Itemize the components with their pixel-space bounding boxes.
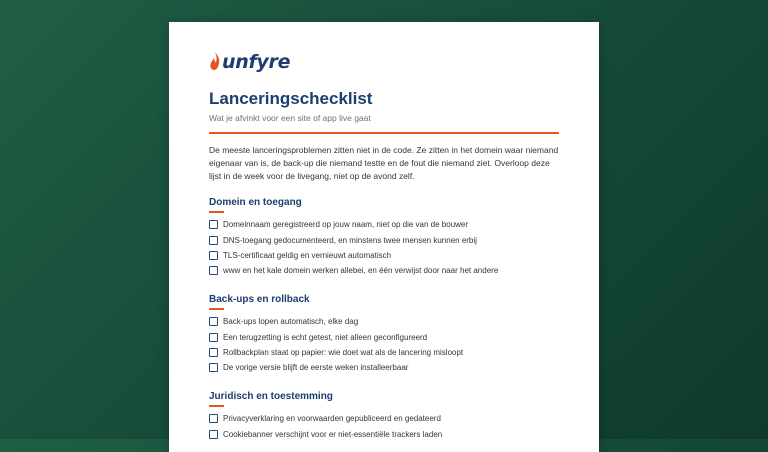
checkbox[interactable]: [209, 333, 218, 342]
brand-wordmark: unfyre: [222, 51, 291, 73]
intro-paragraph: De meeste lanceringsproblemen zitten niet in de code. Ze zitten in het domein waar niemand eigenaar van is, de back-up die niemand testte en de fout die niemand ziet. Overloop deze lijst in de week voor de livegang, niet op de avond zelf.: [209, 145, 559, 181]
checkbox[interactable]: [209, 266, 218, 275]
section-title-backups: Back-ups en rollback: [209, 294, 310, 305]
checklist-item-label: Privacyverklaring en voorwaarden gepubliceerd en gedateerd: [223, 414, 441, 423]
checklist-item[interactable]: [209, 414, 441, 423]
section-divider: [209, 308, 224, 310]
section-divider: [209, 211, 224, 213]
checkbox[interactable]: [209, 317, 218, 326]
page-title: Lanceringschecklist: [209, 89, 373, 108]
checklist-item[interactable]: [209, 348, 463, 357]
checkbox[interactable]: [209, 414, 218, 423]
checklist-item-label: Back-ups lopen automatisch, elke dag: [223, 317, 359, 326]
checklist-item[interactable]: [209, 266, 498, 275]
section-divider: [209, 405, 224, 407]
checklist-item-label: Domeinnaam geregistreerd op jouw naam, niet op die van de bouwer: [223, 220, 469, 229]
checklist-item[interactable]: [209, 251, 391, 260]
title-divider: [209, 132, 559, 134]
checkbox[interactable]: [209, 363, 218, 372]
checklist-item-label: Rollbackplan staat op papier: wie doet wat als de lancering misloopt: [223, 348, 464, 357]
page-subtitle: Wat je afvinkt voor een site of app live gaat: [209, 113, 371, 123]
section-title-juridisch: Juridisch en toestemming: [209, 391, 333, 402]
checklist-item[interactable]: [209, 317, 358, 326]
checklist-item-label: Een terugzetting is echt getest, niet alleen geconfigureerd: [223, 333, 428, 342]
checklist-item-label: De vorige versie blijft de eerste weken installeerbaar: [223, 363, 409, 372]
checkbox[interactable]: [209, 236, 218, 245]
checkbox[interactable]: [209, 220, 218, 229]
checklist-item-label: Cookiebanner verschijnt voor er niet-essentiële trackers laden: [223, 430, 443, 439]
checklist-item-label: www en het kale domein werken allebei, en één verwijst door naar het andere: [223, 266, 499, 275]
checkbox[interactable]: [209, 348, 218, 357]
brand-logo: [209, 51, 290, 73]
checklist-item-label: TLS-certificaat geldig en vernieuwt automatisch: [223, 251, 392, 260]
checklist-document: [169, 22, 599, 452]
flame-icon: [209, 51, 221, 71]
checkbox[interactable]: [209, 430, 218, 439]
checklist-item[interactable]: [209, 430, 442, 439]
checklist-item[interactable]: [209, 333, 427, 342]
checkbox[interactable]: [209, 251, 218, 260]
checklist-item[interactable]: [209, 363, 408, 372]
section-title-domein: Domein en toegang: [209, 197, 302, 208]
checklist-item[interactable]: [209, 220, 468, 229]
checklist-item-label: DNS-toegang gedocumenteerd, en minstens twee mensen kunnen erbij: [223, 236, 477, 245]
checklist-item[interactable]: [209, 236, 477, 245]
